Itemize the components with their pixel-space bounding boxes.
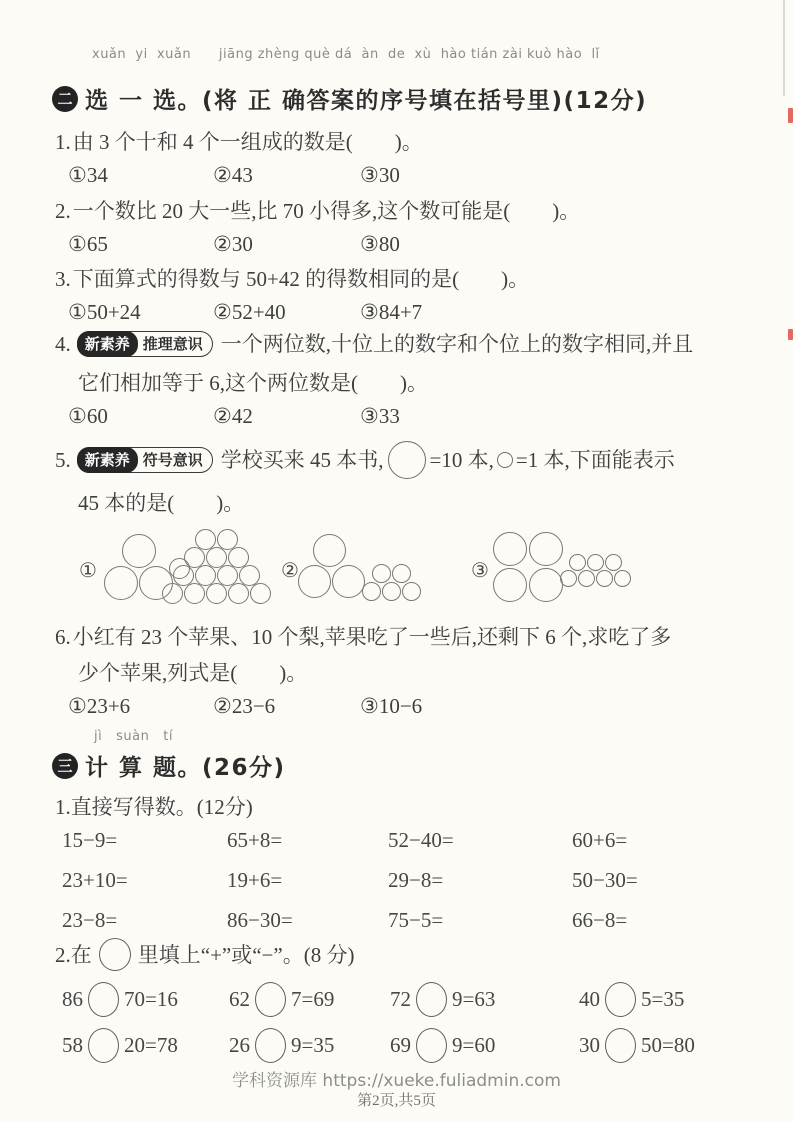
diagram-circle [173,565,194,586]
q3-option-2: ②52+40 [213,300,286,324]
q5-badge-symbol-sense: 符号意识 [142,451,203,469]
calc-problem: 19+6= [227,867,283,892]
question-3-text: 下面算式的得数与 50+42 的得数相同的是( )。 [72,267,530,291]
diagram-circle [313,534,346,567]
calc-sub2-title [55,938,354,971]
pinyin-line-choice: xuǎn yi xuǎn jiāng zhèng què dá àn de xù hào tián zài kuò hào lǐ [92,47,600,62]
q2-option-1: ①65 [68,232,108,256]
diagram-circle [614,570,631,587]
fill-left: 58 [62,1032,83,1057]
calc-problem: 65+8= [227,827,283,852]
diagram-circle [169,558,190,579]
fill-left: 69 [390,1032,411,1057]
blank-circle-symbol [605,982,636,1017]
fill-problem [229,1028,390,1063]
question-5-seg2: =10 本, [429,448,494,472]
question-1-number: 1. [55,130,71,154]
question-6-options [68,694,422,719]
calc-problem: 66−8= [572,907,628,932]
fill-left: 62 [229,986,250,1011]
question-4-text-line2: 它们相加等于 6,这个两位数是( )。 [78,371,428,395]
diagram-circle [493,568,527,602]
calc-problem: 75−5= [388,907,444,932]
question-6-number: 6. [55,625,71,649]
diagram-circle [332,565,365,598]
diagram-circle [195,529,216,550]
q4-badge-new-literacy: 新素养 [77,331,138,357]
question-5-seg1: 学校买来 45 本书, [220,448,384,472]
diagram-circle [402,582,421,601]
q2-option-2: ②30 [213,232,253,256]
question-6-text-line2: 少个苹果,列式是( )。 [78,661,308,685]
blank-circle-symbol [99,938,131,971]
diagram-circle [596,570,613,587]
scan-artifact-red-mark [788,329,793,340]
q3-option-1: ①50+24 [68,300,141,324]
fill-problem [229,982,390,1017]
fill-problem [579,1028,695,1063]
q1-option-2: ②43 [213,163,253,187]
big-circle-symbol [388,441,426,479]
diagram-circle [184,547,205,568]
fill-right: 9=63 [452,986,496,1011]
section-choice-title: 选 一 选。(将 正 确答案的序号填在括号里)(12分) [85,88,648,114]
fill-left: 26 [229,1032,250,1057]
diagram-circle [104,566,138,600]
diagram-circle [206,547,227,568]
q2-option-3: ③80 [360,232,400,256]
fill-problem [62,982,229,1017]
q6-option-2: ②23−6 [213,694,276,718]
calc-problem: 50−30= [572,867,638,892]
fill-right: 7=69 [291,986,335,1011]
q4-badge-group [77,331,213,357]
fill-right: 9=60 [452,1032,496,1057]
section-three-icon: 三 [52,753,78,779]
diagram-circle [529,532,563,566]
question-5-number: 5. [55,448,71,472]
blank-circle-symbol [88,982,119,1017]
q4-option-3: ③33 [360,404,400,428]
scan-artifact-red-mark [788,108,793,123]
question-6-text-line1: 小红有 23 个苹果、10 个梨,苹果吃了一些后,还剩下 6 个,求吃了多 [72,625,672,649]
fill-right: 20=78 [124,1032,178,1057]
fill-right: 50=80 [641,1032,695,1057]
fill-right: 9=35 [291,1032,335,1057]
blank-circle-symbol [255,1028,286,1063]
fill-problem [62,1028,229,1063]
diagram-circle [382,582,401,601]
calc-sub2-title-post: 里填上“+”或“−”。(8 分) [137,942,355,967]
question-3-number: 3. [55,267,71,291]
diagram-circle [122,534,156,568]
diagram-circle [587,554,604,571]
fill-left: 40 [579,986,600,1011]
blank-circle-symbol [416,1028,447,1063]
fill-left: 86 [62,986,83,1011]
calc-problem: 52−40= [388,827,454,852]
question-2-number: 2. [55,199,71,223]
fill-left: 72 [390,986,411,1011]
diagram-circle [195,565,216,586]
diagram-circle [605,554,622,571]
q4-badge-reasoning: 推理意识 [142,335,203,353]
scan-edge-line [783,0,785,96]
question-5-text-line2: 45 本的是( )。 [78,491,245,515]
fill-problem [390,1028,579,1063]
blank-circle-symbol [605,1028,636,1063]
footer-source-url: 学科资源库 https://xueke.fuliadmin.com [232,1071,561,1091]
question-5 [55,441,675,479]
q5-diagram-label-1: ① [79,560,97,582]
small-circle-symbol [497,452,513,468]
question-2 [55,196,580,226]
q6-option-1: ①23+6 [68,694,131,718]
calc-problem: 29−8= [388,867,444,892]
q1-option-1: ①34 [68,163,108,187]
diagram-circle [372,564,391,583]
fill-problem [390,982,579,1017]
q6-option-3: ③10−6 [360,694,423,718]
question-3 [55,264,529,294]
question-4 [55,329,693,359]
fill-right: 5=35 [641,986,685,1011]
calc-problem: 23+10= [62,867,128,892]
diagram-circle [239,565,260,586]
question-4-options [68,404,400,429]
diagram-circle [578,570,595,587]
diagram-circle [392,564,411,583]
question-2-text: 一个数比 20 大一些,比 70 小得多,这个数可能是( )。 [72,199,581,223]
calc-problem: 15−9= [62,827,118,852]
q4-option-2: ②42 [213,404,253,428]
question-1-text: 由 3 个十和 4 个一组成的数是( )。 [72,130,423,154]
section-two-icon: 二 [52,86,78,112]
calc-sub2-title-pre: 2.在 [55,942,92,967]
diagram-circle [228,583,249,604]
question-6 [55,622,671,652]
question-2-options [68,232,400,257]
diagram-circle [184,583,205,604]
diagram-circle [217,565,238,586]
question-1-options [68,163,400,188]
diagram-circle [162,583,183,604]
fill-left: 30 [579,1032,600,1057]
fill-right: 70=16 [124,986,178,1011]
diagram-circle [206,583,227,604]
diagram-circle [560,570,577,587]
diagram-circle [139,566,173,600]
question-3-options [68,300,422,325]
calc-problem: 60+6= [572,827,628,852]
fill-problems-grid [62,976,695,1068]
q3-option-3: ③84+7 [360,300,423,324]
q5-diagram-label-2: ② [281,560,299,582]
diagram-circle [250,583,271,604]
diagram-circle [298,565,331,598]
diagram-circle [529,568,563,602]
fill-problem [579,982,695,1017]
section-calc-title: 计 算 题。(26分) [85,755,286,781]
question-4-number: 4. [55,332,71,356]
section-calc-header [52,749,286,782]
diagram-circle [362,582,381,601]
calc-problem: 86−30= [227,907,293,932]
blank-circle-symbol [416,982,447,1017]
q5-diagram-label-3: ③ [471,560,489,582]
question-1 [55,127,423,157]
section-choice-header [52,82,647,115]
question-5-seg3: =1 本,下面能表示 [515,448,675,472]
footer-page-number: 第2页,共5页 [357,1093,436,1109]
calc-problems-grid [62,820,638,940]
q4-option-1: ①60 [68,404,108,428]
q5-badge-group [77,447,213,473]
diagram-circle [569,554,586,571]
q5-badge-new-literacy: 新素养 [77,447,138,473]
pinyin-line-calc: jì suàn tí [94,729,173,744]
q1-option-3: ③30 [360,163,400,187]
calc-sub1-title: 1.直接写得数。(12分) [55,795,253,819]
blank-circle-symbol [255,982,286,1017]
blank-circle-symbol [88,1028,119,1063]
calc-problem: 23−8= [62,907,118,932]
diagram-circle [228,547,249,568]
question-4-text-line1: 一个两位数,十位上的数字和个位上的数字相同,并且 [220,332,694,356]
diagram-circle [493,532,527,566]
diagram-circle [217,529,238,550]
